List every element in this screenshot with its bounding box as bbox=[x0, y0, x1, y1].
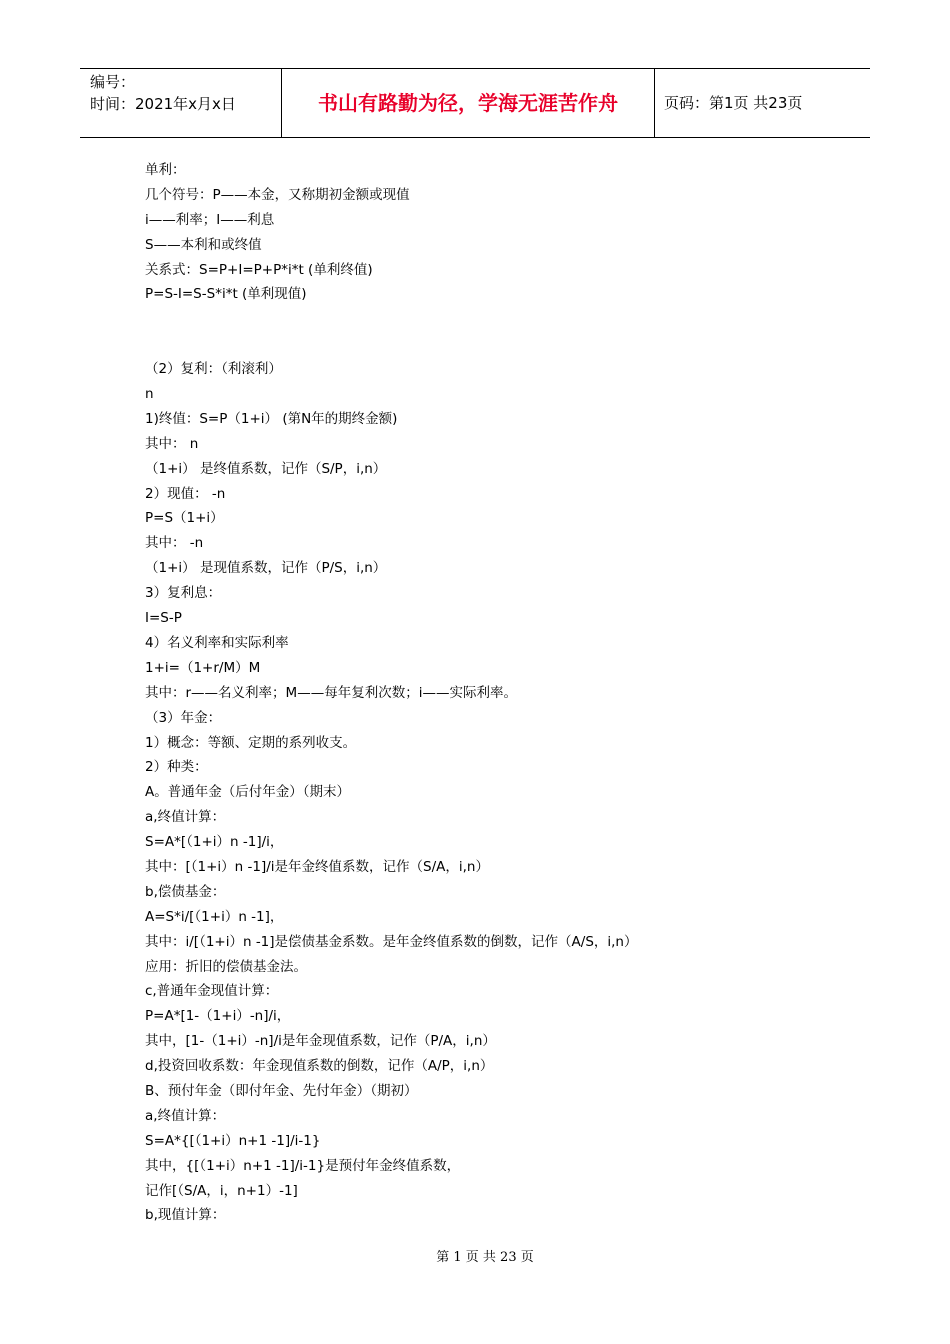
text-line: S——本利和或终值 bbox=[145, 236, 262, 253]
text-line: B、预付年金（即付年金、先付年金）（期初） bbox=[145, 1082, 418, 1099]
text-line: P=S-I=S-S*i*t (单利现值) bbox=[145, 286, 307, 303]
text-line: S=A*{[（1+i）n+1 -1]/i-1} bbox=[145, 1132, 321, 1149]
text-line: 其中： n bbox=[145, 435, 199, 452]
text-line: （2）复利：（利滚利） bbox=[145, 361, 282, 378]
text-line: i——利率；I——利息 bbox=[145, 211, 275, 228]
text-line: I=S-P bbox=[145, 610, 182, 627]
text-line: 1+i=（1+r/M）M bbox=[145, 659, 261, 676]
text-line: P=S（1+i） bbox=[145, 510, 224, 527]
text-line: 2）现值： -n bbox=[145, 485, 226, 502]
text-line: c,普通年金现值计算： bbox=[145, 983, 279, 1000]
text-line: 2）种类： bbox=[145, 759, 208, 776]
text-line: b,现值计算： bbox=[145, 1207, 226, 1224]
section-gap bbox=[145, 307, 865, 357]
text-line: n bbox=[145, 386, 154, 403]
page-footer bbox=[0, 1246, 950, 1265]
text-line: 几个符号：P——本金，又称期初金额或现值 bbox=[145, 186, 410, 203]
text-line: a,终值计算： bbox=[145, 809, 226, 826]
text-line: 其中：r——名义利率；M——每年复利次数；i——实际利率。 bbox=[145, 684, 517, 701]
text-line: A。普通年金（后付年金）（期末） bbox=[145, 784, 350, 801]
compound-interest-section bbox=[145, 357, 865, 1228]
text-line: b,偿债基金： bbox=[145, 883, 226, 900]
text-line: （1+i） 是现值系数，记作（P/S，i,n） bbox=[145, 560, 387, 577]
header-page-info: 页码：第1页 共23页 bbox=[664, 94, 803, 112]
text-line: 4）名义利率和实际利率 bbox=[145, 634, 289, 651]
text-line: 其中，[1-（1+i）-n]/i是年金现值系数，记作（P/A，i,n） bbox=[145, 1033, 496, 1050]
header-motto: 书山有路勤为径，学海无涯苦作舟 bbox=[282, 69, 655, 137]
page-header bbox=[80, 68, 870, 138]
text-line: 其中：i/[（1+i）n -1]是偿债基金系数。是年金终值系数的倒数，记作（A/S，i,n） bbox=[145, 933, 638, 950]
text-line: （3）年金： bbox=[145, 709, 222, 726]
text-line: P=A*[1-（1+i）-n]/i， bbox=[145, 1008, 291, 1025]
doc-number-label: 编号： bbox=[90, 73, 136, 91]
simple-interest-section bbox=[145, 158, 865, 307]
doc-time-label: 时间：2021年x月x日 bbox=[90, 95, 236, 113]
text-line: （1+i） 是终值系数，记作（S/P，i,n） bbox=[145, 460, 387, 477]
text-line: 记作[（S/A，i，n+1）-1] bbox=[145, 1182, 298, 1199]
text-line: S=A*[（1+i）n -1]/i， bbox=[145, 834, 284, 851]
text-line: 1）概念：等额、定期的系列收支。 bbox=[145, 734, 357, 751]
text-line: 1)终值：S=P（1+i） (第N年的期终金额) bbox=[145, 410, 398, 427]
text-line: a,终值计算： bbox=[145, 1107, 226, 1124]
text-line: 应用：折旧的偿债基金法。 bbox=[145, 958, 307, 975]
document-body bbox=[145, 158, 865, 1228]
text-line: 关系式：S=P+I=P+P*i*t (单利终值) bbox=[145, 261, 373, 278]
text-line: d,投资回收系数：年金现值系数的倒数，记作（A/P，i,n） bbox=[145, 1058, 494, 1075]
text-line: 其中，{[（1+i）n+1 -1]/i-1}是预付年金终值系数， bbox=[145, 1157, 461, 1174]
text-line: 单利： bbox=[145, 162, 186, 178]
footer-page-number: 第 1 页 共 23 页 bbox=[436, 1250, 534, 1265]
text-line: 3）复利息： bbox=[145, 585, 222, 602]
header-meta bbox=[80, 69, 282, 137]
text-line: 其中：[（1+i）n -1]/i是年金终值系数，记作（S/A，i,n） bbox=[145, 858, 489, 875]
text-line: 其中： -n bbox=[145, 535, 204, 552]
text-line: A=S*i/[（1+i）n -1]， bbox=[145, 908, 284, 925]
